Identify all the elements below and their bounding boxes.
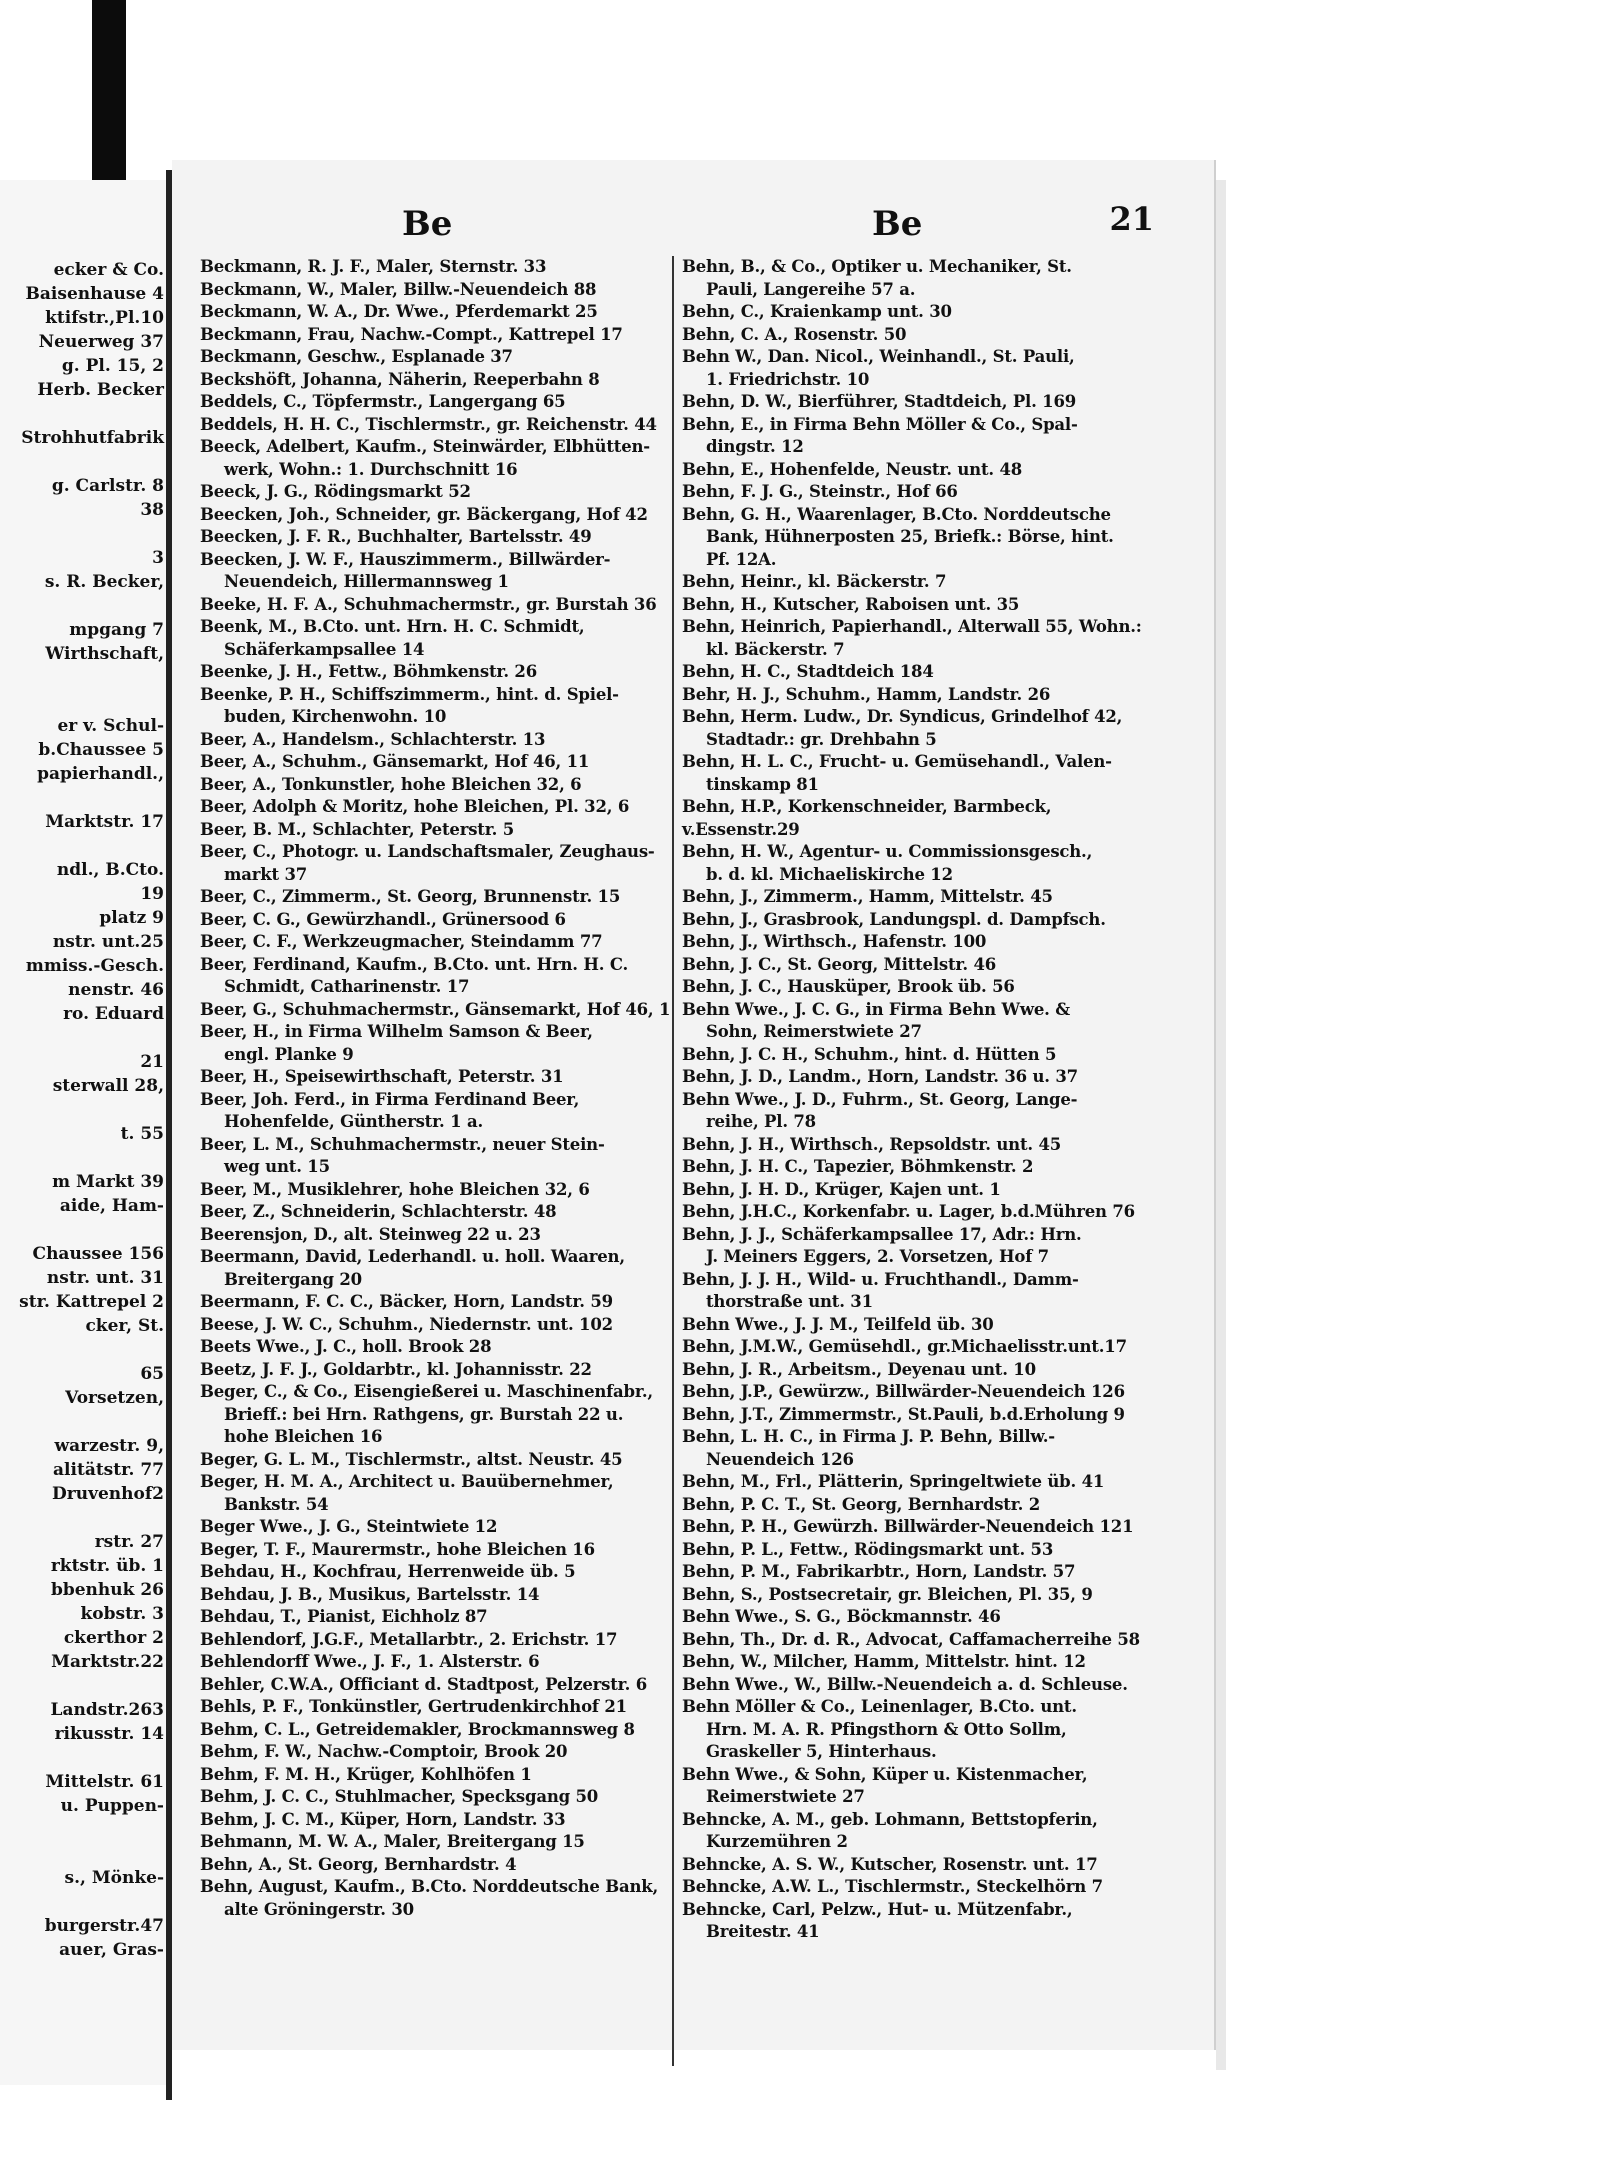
directory-entry-continuation: Bankstr. 54 xyxy=(224,1494,329,1514)
left-page-text-fragment: nstr. unt.25 xyxy=(52,932,164,952)
directory-entry: Beer, Adolph & Moritz, hohe Bleichen, Pl. 32, 6 xyxy=(200,797,630,816)
directory-entry: Behn, H. L. C., Frucht- u. Gemüsehandl., Valen- xyxy=(682,752,1112,771)
directory-entry-continuation: markt 37 xyxy=(224,864,308,884)
directory-entry: Beecken, J. F. R., Buchhalter, Bartelsstr. 49 xyxy=(200,527,592,546)
directory-entry-continuation: Neuendeich, Hillermannsweg 1 xyxy=(224,572,509,591)
directory-entry: Beckmann, W., Maler, Billw.-Neuendeich 88 xyxy=(200,279,597,299)
directory-entry: Behn, P. C. T., St. Georg, Bernhardstr. 2 xyxy=(682,1494,1041,1514)
left-page-text-fragment: mpgang 7 xyxy=(69,620,164,640)
directory-entry: Beeck, J. G., Rödingsmarkt 52 xyxy=(200,482,471,501)
directory-entry-continuation: Schäferkampsallee 14 xyxy=(224,639,425,659)
left-page-text-fragment: ktifstr.,Pl.10 xyxy=(45,308,164,328)
left-page-text-fragment: burgerstr.47 xyxy=(44,1916,164,1936)
left-page-text-fragment: rstr. 27 xyxy=(94,1532,164,1552)
directory-entry: Beer, A., Handelsm., Schlachterstr. 13 xyxy=(200,729,546,749)
directory-entry-continuation: Neuendeich 126 xyxy=(706,1449,854,1469)
directory-entry: Beets Wwe., J. C., holl. Brook 28 xyxy=(200,1337,492,1356)
directory-entry: Beer, M., Musiklehrer, hohe Bleichen 32, 6 xyxy=(200,1179,590,1199)
directory-entry: Beer, C. F., Werkzeugmacher, Steindamm 77 xyxy=(200,932,603,951)
directory-entry: Behn, J. J., Schäferkampsallee 17, Adr.: Hrn. xyxy=(682,1224,1082,1244)
left-page-text-fragment: warzestr. 9, xyxy=(54,1436,164,1456)
directory-entry: Behn Wwe., J. J. M., Teilfeld üb. 30 xyxy=(682,1314,994,1334)
directory-entry: Behn Wwe., & Sohn, Küper u. Kistenmacher, xyxy=(682,1764,1088,1784)
directory-entry: Beger, G. L. M., Tischlermstr., altst. Neustr. 45 xyxy=(200,1449,623,1469)
directory-entry: Behmann, M. W. A., Maler, Breitergang 15 xyxy=(200,1832,585,1851)
directory-entry: Behdau, T., Pianist, Eichholz 87 xyxy=(200,1607,488,1626)
directory-entry: Beecken, J. W. F., Hauszimmerm., Billwärder- xyxy=(200,549,611,569)
directory-entry: Behn, A., St. Georg, Bernhardstr. 4 xyxy=(200,1854,517,1874)
left-page-text-fragment: sterwall 28, xyxy=(52,1076,164,1096)
book-spine xyxy=(92,0,126,180)
directory-entry: Behn, S., Postsecretair, gr. Bleichen, Pl. 35, 9 xyxy=(682,1584,1093,1604)
directory-entry: Behm, F. W., Nachw.-Comptoir, Brook 20 xyxy=(200,1742,568,1761)
directory-entry: Beger, C., & Co., Eisengießerei u. Maschinenfabr., xyxy=(200,1382,653,1401)
directory-entry: Behn, Heinr., kl. Bäckerstr. 7 xyxy=(682,572,947,591)
directory-entry-continuation: Bank, Hühnerposten 25, Briefk.: Börse, hint. xyxy=(706,527,1114,546)
left-page-text-fragment: 3 xyxy=(152,548,164,568)
directory-entry-continuation: Graskeller 5, Hinterhaus. xyxy=(706,1742,937,1761)
directory-entry: Beermann, F. C. C., Bäcker, Horn, Landstr. 59 xyxy=(200,1292,613,1311)
left-page-text-fragment: mmiss.-Gesch. xyxy=(25,956,164,976)
directory-entry: Behn, J. C., Hausküper, Brook üb. 56 xyxy=(682,977,1015,996)
left-page-text-fragment: m Markt 39 xyxy=(52,1172,164,1192)
directory-entry: Behn, J. C., St. Georg, Mittelstr. 46 xyxy=(682,954,997,974)
directory-entry-continuation: Brieff.: bei Hrn. Rathgens, gr. Burstah 22 u. xyxy=(224,1404,624,1424)
left-page-text-fragment: Herb. Becker xyxy=(37,380,164,400)
left-entry-column xyxy=(200,256,680,1921)
directory-entry: Beddels, C., Töpfermstr., Langergang 65 xyxy=(200,392,566,411)
directory-entry: Behlendorff Wwe., J. F., 1. Alsterstr. 6 xyxy=(200,1652,540,1671)
directory-entry: Beddels, H. H. C., Tischlermstr., gr. Reichenstr. 44 xyxy=(200,414,657,434)
left-page-text-fragment: t. 55 xyxy=(120,1124,164,1144)
directory-entry: Behn, J. R., Arbeitsm., Deyenau unt. 10 xyxy=(682,1359,1036,1379)
directory-entry: Beer, C., Zimmerm., St. Georg, Brunnenstr. 15 xyxy=(200,887,621,906)
left-page-fragment xyxy=(0,180,168,2085)
page-edge xyxy=(1216,180,1226,2070)
directory-entry: Beecken, Joh., Schneider, gr. Bäckergang, Hof 42 xyxy=(200,504,648,524)
directory-entry: Behn Wwe., J. D., Fuhrm., St. Georg, Lange- xyxy=(682,1089,1078,1109)
directory-entry: Behncke, Carl, Pelzw., Hut- u. Mützenfabr., xyxy=(682,1899,1073,1919)
left-page-text-fragment: 65 xyxy=(140,1364,164,1384)
directory-entry: Beer, L. M., Schuhmachermstr., neuer Stein- xyxy=(200,1134,605,1154)
directory-entry-continuation: buden, Kirchenwohn. 10 xyxy=(224,707,447,726)
directory-entry: Beer, Ferdinand, Kaufm., B.Cto. unt. Hrn. H. C. xyxy=(200,954,629,974)
directory-entry: Beckshöft, Johanna, Näherin, Reeperbahn 8 xyxy=(200,369,600,389)
directory-entry: Behm, F. M. H., Krüger, Kohlhöfen 1 xyxy=(200,1764,532,1784)
directory-entry: Beckmann, Geschw., Esplanade 37 xyxy=(200,347,513,366)
directory-entry: Behn Möller & Co., Leinenlager, B.Cto. unt. xyxy=(682,1697,1077,1716)
left-page-text-fragment: papierhandl., xyxy=(37,764,164,784)
directory-entry: Behn, M., Frl., Plätterin, Springeltwiete üb. 41 xyxy=(682,1472,1105,1491)
left-page-text-fragment: nstr. unt. 31 xyxy=(46,1268,164,1288)
left-page-text-fragment: s. R. Becker, xyxy=(44,572,164,592)
directory-entry: Beer, A., Tonkunstler, hohe Bleichen 32, 6 xyxy=(200,774,582,794)
directory-entry: Behn, J. H. C., Tapezier, Böhmkenstr. 2 xyxy=(682,1157,1034,1176)
directory-entry: Behdau, H., Kochfrau, Herrenweide üb. 5 xyxy=(200,1562,576,1581)
directory-entry: Behn, W., Milcher, Hamm, Mittelstr. hint. 12 xyxy=(682,1652,1086,1671)
directory-entry: Behlendorf, J.G.F., Metallarbtr., 2. Erichstr. 17 xyxy=(200,1629,618,1649)
directory-entry-continuation: Schmidt, Catharinenstr. 17 xyxy=(224,977,470,996)
directory-entry: Beer, Z., Schneiderin, Schlachterstr. 48 xyxy=(200,1202,557,1221)
directory-entry: Beer, H., in Firma Wilhelm Samson & Beer, xyxy=(200,1022,593,1041)
left-page-text-fragment: Neuerweg 37 xyxy=(38,332,164,352)
directory-entry: Behn, P. M., Fabrikarbtr., Horn, Landstr. 57 xyxy=(682,1562,1076,1581)
directory-entry: Behncke, A. S. W., Kutscher, Rosenstr. unt. 17 xyxy=(682,1854,1098,1874)
left-page-text-fragment: ro. Eduard xyxy=(63,1004,164,1024)
directory-entry: Behn, J.M.W., Gemüsehdl., gr.Michaelisstr.unt.17 xyxy=(682,1337,1127,1356)
directory-entry: Behm, J. C. C., Stuhlmacher, Specksgang 50 xyxy=(200,1787,599,1806)
directory-entry: Behn, J. H., Wirthsch., Repsoldstr. unt. 45 xyxy=(682,1134,1062,1154)
directory-entry: Beer, C., Photogr. u. Landschaftsmaler, Zeughaus- xyxy=(200,842,655,861)
left-page-text-fragment: bbenhuk 26 xyxy=(50,1580,164,1600)
directory-entry: Beer, A., Schuhm., Gänsemarkt, Hof 46, 11 xyxy=(200,752,590,771)
directory-entry: Beger, T. F., Maurermstr., hohe Bleichen 16 xyxy=(200,1539,595,1559)
directory-entry: Behm, C. L., Getreidemakler, Brockmannsweg 8 xyxy=(200,1719,635,1739)
directory-entry-continuation: hohe Bleichen 16 xyxy=(224,1427,383,1446)
directory-entry: Behn, J.T., Zimmermstr., St.Pauli, b.d.Erholung 9 xyxy=(682,1404,1125,1424)
directory-entry: Behn, Herm. Ludw., Dr. Syndicus, Grindelhof 42, xyxy=(682,707,1123,726)
directory-entry-continuation: engl. Planke 9 xyxy=(224,1044,354,1064)
directory-entry-continuation: tinskamp 81 xyxy=(706,774,819,794)
directory-entry-continuation: Pauli, Langereihe 57 a. xyxy=(706,279,916,299)
directory-entry: Behncke, A.W. L., Tischlermstr., Steckelhörn 7 xyxy=(682,1877,1103,1896)
directory-entry-continuation: weg unt. 15 xyxy=(224,1157,330,1176)
directory-entry-continuation: kl. Bäckerstr. 7 xyxy=(706,639,845,659)
directory-entry-continuation: Reimerstwiete 27 xyxy=(706,1787,865,1806)
left-page-text-fragment: Strohhutfabrik xyxy=(21,428,164,448)
left-page-text-fragment: b.Chaussee 5 xyxy=(38,740,164,760)
directory-entry-continuation: Breitestr. 41 xyxy=(706,1922,820,1941)
directory-entry: Behdau, J. B., Musikus, Bartelsstr. 14 xyxy=(200,1584,540,1604)
directory-entry: Behn, C. A., Rosenstr. 50 xyxy=(682,324,907,344)
left-page-text-fragment: s., Mönke- xyxy=(64,1868,164,1888)
left-page-text-fragment: 38 xyxy=(140,500,164,520)
directory-entry: Behn, J., Zimmerm., Hamm, Mittelstr. 45 xyxy=(682,887,1053,906)
left-page-text-fragment: alitätstr. 77 xyxy=(53,1460,164,1480)
directory-entry: Beer, G., Schuhmachermstr., Gänsemarkt, Hof 46, 1 xyxy=(200,999,671,1019)
directory-entry: Beckmann, Frau, Nachw.-Compt., Kattrepel 17 xyxy=(200,324,623,344)
directory-entry-continuation: thorstraße unt. 31 xyxy=(706,1292,873,1311)
directory-entry: Behn, L. H. C., in Firma J. P. Behn, Billw.- xyxy=(682,1427,1055,1446)
directory-entry: Behn, J. C. H., Schuhm., hint. d. Hütten 5 xyxy=(682,1044,1057,1064)
directory-entry: Behn, H., Kutscher, Raboisen unt. 35 xyxy=(682,594,1020,614)
right-entry-column xyxy=(672,256,1157,2066)
left-page-text-fragment: er v. Schul- xyxy=(57,716,164,736)
directory-entry-continuation: Hrn. M. A. R. Pfingsthorn & Otto Sollm, xyxy=(706,1719,1067,1739)
directory-entry: Beckmann, R. J. F., Maler, Sternstr. 33 xyxy=(200,257,547,276)
directory-entry: Beese, J. W. C., Schuhm., Niedernstr. unt. 102 xyxy=(200,1314,613,1334)
left-page-text-fragment: Wirthschaft, xyxy=(45,644,164,664)
directory-entry: Behn, P. L., Fettw., Rödingsmarkt unt. 53 xyxy=(682,1539,1054,1559)
left-page-text-fragment: Marktstr.22 xyxy=(51,1652,164,1672)
left-page-text-fragment: kobstr. 3 xyxy=(80,1604,164,1624)
left-page-text-fragment: ckerthor 2 xyxy=(63,1628,164,1648)
directory-entry: Behn, J. H. D., Krüger, Kajen unt. 1 xyxy=(682,1179,1001,1199)
directory-entry: Behn W., Dan. Nicol., Weinhandl., St. Pauli, xyxy=(682,347,1075,366)
left-page-text-fragment: u. Puppen- xyxy=(60,1796,164,1816)
directory-entry: Beer, H., Speisewirthschaft, Peterstr. 31 xyxy=(200,1067,564,1086)
directory-entry: Behn, E., Hohenfelde, Neustr. unt. 48 xyxy=(682,459,1023,479)
directory-entry: Behn, J. D., Landm., Horn, Landstr. 36 u. 37 xyxy=(682,1067,1078,1086)
directory-entry: Behn, H.P., Korkenschneider, Barmbeck, v.Essenstr.29 xyxy=(682,797,1052,839)
directory-entry: Beer, C. G., Gewürzhandl., Grünersood 6 xyxy=(200,909,566,929)
page-number: 21 xyxy=(1109,200,1154,238)
directory-entry: Beeck, Adelbert, Kaufm., Steinwärder, Elbhütten- xyxy=(200,437,650,456)
left-page-text-fragment: nenstr. 46 xyxy=(68,980,164,1000)
directory-entry-continuation: 1. Friedrichstr. 10 xyxy=(706,369,870,389)
directory-entry: Behn, Heinrich, Papierhandl., Alterwall 55, Wohn.: xyxy=(682,617,1142,636)
directory-entry: Behn, F. J. G., Steinstr., Hof 66 xyxy=(682,482,958,501)
directory-entry: Beger, H. M. A., Architect u. Bauübernehmer, xyxy=(200,1472,614,1491)
directory-entry: Beger Wwe., J. G., Steintwiete 12 xyxy=(200,1517,498,1536)
directory-entry-continuation: Kurzemühren 2 xyxy=(706,1832,848,1851)
directory-entry: Behn, P. H., Gewürzh. Billwärder-Neuendeich 121 xyxy=(682,1517,1134,1536)
directory-entry: Beer, B. M., Schlachter, Peterstr. 5 xyxy=(200,819,515,839)
left-page-text-fragment: rikusstr. 14 xyxy=(54,1724,164,1744)
directory-entry: Beerensjon, D., alt. Steinweg 22 u. 23 xyxy=(200,1224,541,1244)
left-page-text-fragment: g. Carlstr. 8 xyxy=(51,476,164,496)
left-page-text-fragment: 21 xyxy=(140,1052,164,1072)
directory-entry: Beenke, J. H., Fettw., Böhmkenstr. 26 xyxy=(200,662,537,681)
directory-entry-continuation: Breitergang 20 xyxy=(224,1269,362,1289)
directory-entry-continuation: alte Gröningerstr. 30 xyxy=(224,1899,414,1919)
right-column-heading: Be xyxy=(872,204,923,244)
left-page-text-fragment: rktstr. üb. 1 xyxy=(50,1556,164,1576)
directory-entry: Behn, H. W., Agentur- u. Commissionsgesch., xyxy=(682,842,1093,861)
left-page-text-fragment: Marktstr. 17 xyxy=(45,812,164,832)
directory-entry: Behn, August, Kaufm., B.Cto. Norddeutsche Bank, xyxy=(200,1877,659,1896)
left-page-text-fragment: Landstr.263 xyxy=(50,1700,164,1720)
directory-entry: Behn, D. W., Bierführer, Stadtdeich, Pl. 169 xyxy=(682,392,1077,411)
directory-entry: Behn, J., Wirthsch., Hafenstr. 100 xyxy=(682,932,987,951)
directory-entry: Behn, C., Kraienkamp unt. 30 xyxy=(682,302,952,321)
directory-entry: Behn, G. H., Waarenlager, B.Cto. Norddeutsche xyxy=(682,504,1111,524)
directory-entry: Behler, C.W.A., Officiant d. Stadtpost, Pelzerstr. 6 xyxy=(200,1674,648,1694)
directory-entry: Beermann, David, Lederhandl. u. holl. Waaren, xyxy=(200,1247,625,1266)
directory-entry-continuation: Pf. 12A. xyxy=(706,549,777,569)
directory-entry: Beer, Joh. Ferd., in Firma Ferdinand Beer, xyxy=(200,1089,580,1109)
directory-entry: Behn, H. C., Stadtdeich 184 xyxy=(682,662,934,681)
directory-entry: Behls, P. F., Tonkünstler, Gertrudenkirchhof 21 xyxy=(200,1697,627,1716)
directory-entry-continuation: b. d. kl. Michaeliskirche 12 xyxy=(706,864,953,884)
directory-entry: Behn, J.H.C., Korkenfabr. u. Lager, b.d.Mühren 76 xyxy=(682,1202,1135,1221)
left-page-text-fragment: Baisenhause 4 xyxy=(25,284,164,304)
directory-entry-continuation: Sohn, Reimerstwiete 27 xyxy=(706,1022,922,1041)
left-page-text-fragment: Druvenhof2 xyxy=(52,1484,164,1504)
left-column-heading: Be xyxy=(402,204,453,244)
left-page-text-fragment: 19 xyxy=(140,884,164,904)
directory-entry: Beenk, M., B.Cto. unt. Hrn. H. C. Schmidt, xyxy=(200,617,585,636)
left-page-text-fragment: g. Pl. 15, 2 xyxy=(61,356,164,376)
left-page-text-fragment: cker, St. xyxy=(85,1316,164,1336)
directory-entry: Behn Wwe., S. G., Böckmannstr. 46 xyxy=(682,1607,1001,1626)
directory-entry: Behn Wwe., W., Billw.-Neuendeich a. d. Schleuse. xyxy=(682,1674,1128,1694)
left-page-text-fragment: str. Kattrepel 2 xyxy=(19,1292,164,1312)
left-page-text-fragment: Chaussee 156 xyxy=(32,1244,164,1264)
scan-margin xyxy=(0,2130,1600,2177)
left-page-text-fragment: ndl., B.Cto. xyxy=(56,860,164,880)
directory-entry: Beckmann, W. A., Dr. Wwe., Pferdemarkt 25 xyxy=(200,302,598,321)
directory-entry: Behncke, A. M., geb. Lohmann, Bettstopferin, xyxy=(682,1809,1098,1829)
left-page-text-fragment: auer, Gras- xyxy=(59,1940,164,1960)
left-page-text-fragment: Vorsetzen, xyxy=(65,1388,164,1408)
directory-entry: Behn, J. J. H., Wild- u. Fruchthandl., Damm- xyxy=(682,1269,1079,1289)
directory-page xyxy=(172,160,1216,2050)
directory-entry: Behn, J., Grasbrook, Landungspl. d. Dampfsch. xyxy=(682,909,1106,929)
directory-entry-continuation: werk, Wohn.: 1. Durchschnitt 16 xyxy=(224,459,518,479)
directory-entry: Behn, E., in Firma Behn Möller & Co., Spal- xyxy=(682,414,1078,434)
left-page-text-fragment: ecker & Co. xyxy=(53,260,164,280)
directory-entry: Beetz, J. F. J., Goldarbtr., kl. Johannisstr. 22 xyxy=(200,1359,592,1379)
directory-entry: Behn, B., & Co., Optiker u. Mechaniker, St. xyxy=(682,257,1072,276)
directory-entry-continuation: J. Meiners Eggers, 2. Vorsetzen, Hof 7 xyxy=(706,1247,1049,1266)
left-page-text-fragment: aide, Ham- xyxy=(59,1196,164,1216)
directory-entry: Behr, H. J., Schuhm., Hamm, Landstr. 26 xyxy=(682,684,1051,704)
directory-entry-continuation: dingstr. 12 xyxy=(706,437,804,456)
directory-entry-continuation: reihe, Pl. 78 xyxy=(706,1112,816,1131)
directory-entry: Beeke, H. F. A., Schuhmachermstr., gr. Burstah 36 xyxy=(200,594,657,614)
directory-entry: Behm, J. C. M., Küper, Horn, Landstr. 33 xyxy=(200,1809,566,1829)
directory-entry: Behn, J.P., Gewürzw., Billwärder-Neuendeich 126 xyxy=(682,1382,1125,1401)
directory-entry: Beenke, P. H., Schiffszimmerm., hint. d. Spiel- xyxy=(200,684,619,704)
directory-entry: Behn Wwe., J. C. G., in Firma Behn Wwe. & xyxy=(682,999,1070,1019)
left-page-text-fragment: platz 9 xyxy=(99,908,164,928)
left-page-text-fragment: Mittelstr. 61 xyxy=(45,1772,164,1792)
directory-entry-continuation: Stadtadr.: gr. Drehbahn 5 xyxy=(706,729,937,749)
directory-entry-continuation: Hohenfelde, Güntherstr. 1 a. xyxy=(224,1112,484,1131)
directory-entry: Behn, Th., Dr. d. R., Advocat, Caffamacherreihe 58 xyxy=(682,1629,1140,1649)
